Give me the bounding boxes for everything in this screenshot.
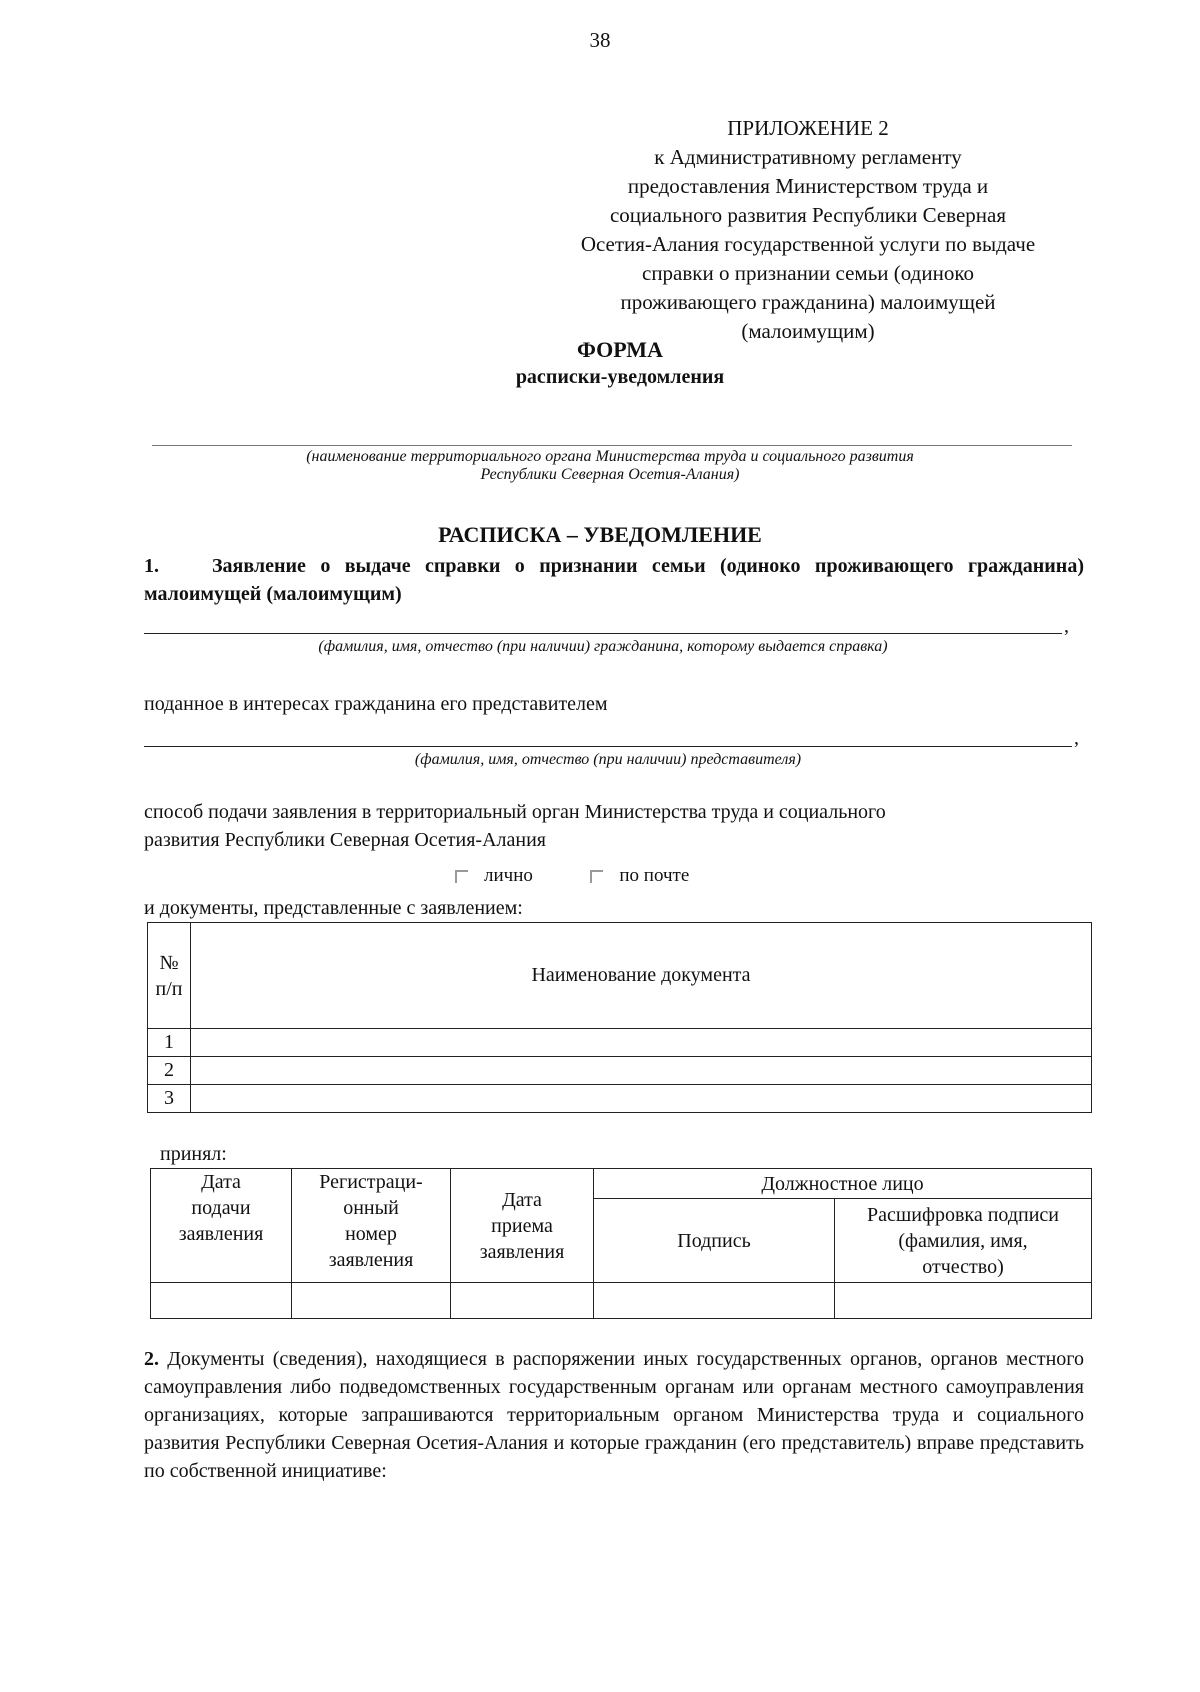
table-header-row (151, 1169, 1092, 1199)
org-caption (140, 448, 1080, 484)
appendix-line: проживающего гражданина) малоимущей (620, 290, 996, 314)
citizen-name-line[interactable] (144, 633, 1062, 634)
submission-method-text (144, 798, 886, 854)
row-number: 1 (148, 1029, 191, 1057)
col-num-header (148, 923, 191, 1029)
header-line: подачи (191, 1197, 251, 1219)
header-line: онный (343, 1197, 399, 1219)
section2-paragraph (144, 1345, 1084, 1485)
received-table (150, 1168, 1092, 1319)
signature-cell[interactable] (594, 1283, 835, 1319)
option-mail-label: по почте (619, 865, 690, 886)
document-name-cell[interactable] (191, 1085, 1092, 1113)
col-num-line: № (159, 951, 179, 974)
table-row (148, 1085, 1092, 1113)
header-line: заявления (328, 1249, 414, 1271)
appendix-line: предоставления Министерством труда и (627, 174, 989, 198)
appendix-line: ПРИЛОЖЕНИЕ 2 (727, 116, 889, 140)
header-line: Расшифровка подписи (867, 1203, 1059, 1226)
header-line: Дата (201, 1171, 241, 1193)
header-line: Регистраци- (319, 1171, 423, 1193)
header-line: заявления (178, 1223, 264, 1245)
documents-table (147, 922, 1092, 1113)
received-label: принял: (160, 1143, 227, 1165)
header-line: приема (491, 1214, 553, 1237)
documents-text: и документы, представленные с заявлением: (144, 897, 523, 919)
org-name-line (152, 445, 1072, 446)
representative-name-line[interactable] (144, 746, 1072, 747)
comma: , (1064, 615, 1069, 637)
row-number: 3 (148, 1085, 191, 1113)
section1-number: 1. (144, 555, 159, 577)
form-subtitle: расписки-уведомления (515, 366, 725, 388)
date-accept-cell[interactable] (451, 1283, 594, 1319)
col-signature-header: Подпись (594, 1199, 835, 1283)
representative-caption: (фамилия, имя, отчество (при наличии) представителя) (414, 751, 802, 768)
section2-number: 2. (144, 1348, 159, 1370)
checkbox-mail[interactable] (590, 870, 603, 883)
section1-text: Заявление о выдаче справки о признании семьи (одиноко проживающего гражданина) малоимущей (малоимущим) (144, 555, 1084, 605)
header-line: номер (345, 1223, 397, 1245)
table-row (151, 1283, 1092, 1319)
receipt-heading: РАСПИСКА – УВЕДОМЛЕНИЕ (438, 522, 762, 547)
appendix-block (548, 114, 1068, 346)
page-number: 38 (589, 28, 611, 52)
header-line: Дата (502, 1188, 542, 1211)
header-line: заявления (479, 1240, 565, 1263)
appendix-line: справки о признании семьи (одиноко (642, 261, 974, 285)
appendix-line: Осетия-Алания государственной услуги по выдаче (580, 232, 1036, 256)
date-submit-cell[interactable] (151, 1283, 292, 1319)
col-decode-header (835, 1199, 1092, 1283)
appendix-line: к Административному регламенту (654, 145, 962, 169)
org-caption-line: Республики Северная Осетия-Алания) (480, 466, 740, 483)
option-personal-label: лично (484, 865, 533, 886)
document-name-cell[interactable] (191, 1057, 1092, 1085)
appendix-line: социального развития Республики Северная (609, 203, 1007, 227)
col-reg-number-header (292, 1169, 451, 1283)
section1-title (144, 552, 1084, 608)
form-title: ФОРМА (577, 337, 663, 362)
submission-line: развития Республики Северная Осетия-Алания (144, 829, 546, 851)
col-name-header: Наименование документа (191, 923, 1092, 1029)
representative-text: поданное в интересах гражданина его представителем (144, 693, 608, 715)
comma: , (1074, 727, 1079, 749)
col-num-line: п/п (155, 977, 183, 1000)
document-name-cell[interactable] (191, 1029, 1092, 1057)
table-row (148, 1057, 1092, 1085)
col-date-accept-header (451, 1169, 594, 1283)
submission-line: способ подачи заявления в территориальный орган Министерства труда и социального (144, 801, 886, 823)
citizen-caption: (фамилия, имя, отчество (при наличии) гражданина, которому выдается справка) (318, 638, 888, 655)
table-header-row (148, 923, 1092, 1029)
decode-cell[interactable] (835, 1283, 1092, 1319)
header-line: (фамилия, имя, (898, 1229, 1028, 1252)
appendix-line: (малоимущим) (741, 319, 875, 343)
org-caption-line: (наименование территориального органа Министерства труда и социального развития (306, 448, 914, 465)
checkbox-personal[interactable] (455, 870, 468, 883)
col-official-header: Должностное лицо (594, 1169, 1092, 1199)
submission-options (455, 862, 689, 890)
header-line: отчество) (922, 1255, 1004, 1278)
section2-text: Документы (сведения), находящиеся в распоряжении иных государственных органов, органов местного самоуправления либо подведомственных государственным органам или органам местного самоуправления организациях, которые запрашиваются территориальным органом Министерства труда и социального развития Республики Северная Осетия-Алания и которые гражданин (его представитель) вправе представить по собственной инициативе: (144, 1348, 1085, 1482)
table-row (148, 1029, 1092, 1057)
col-date-submit-header (151, 1169, 292, 1283)
reg-number-cell[interactable] (292, 1283, 451, 1319)
row-number: 2 (148, 1057, 191, 1085)
